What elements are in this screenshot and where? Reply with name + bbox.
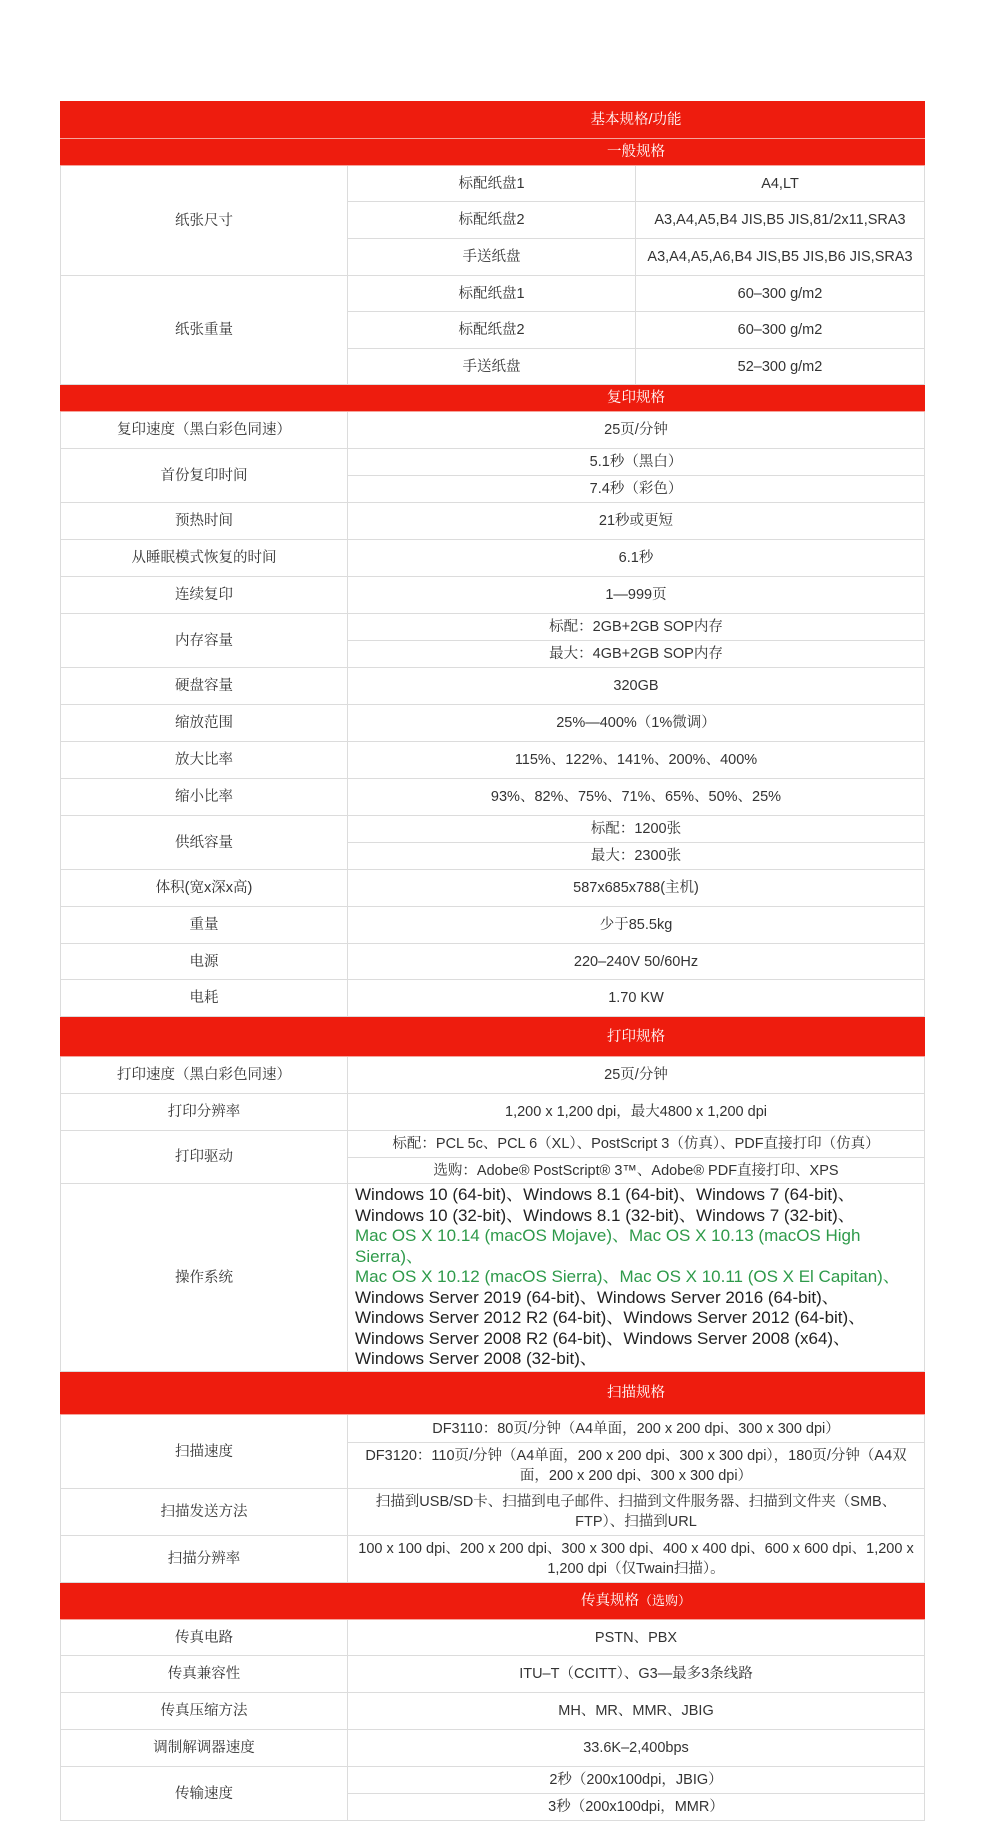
sub-label: 手送纸盘 (348, 349, 636, 385)
section-title-print: 打印规格 (348, 1017, 925, 1057)
table-row (61, 742, 925, 779)
row-label: 扫描分辨率 (61, 1536, 348, 1583)
section-title-fax (348, 1583, 925, 1620)
table-row (61, 870, 925, 907)
sub-value: A3,A4,A5,B4 JIS,B5 JIS,81/2x11,SRA3 (636, 202, 925, 239)
row-label: 复印速度（黑白彩色同速） (61, 412, 348, 449)
row-label: 纸张重量 (61, 276, 348, 385)
section-title-scan: 扫描规格 (348, 1372, 925, 1415)
row-value: 7.4秒（彩色） (348, 476, 925, 503)
row-value: 标配：1200张 (348, 816, 925, 843)
row-value: ITU–T（CCITT）、G3—最多3条线路 (348, 1656, 925, 1693)
row-label: 从睡眠模式恢复的时间 (61, 540, 348, 577)
row-label: 扫描发送方法 (61, 1489, 348, 1536)
row-value: 25%—400%（1%微调） (348, 705, 925, 742)
os-line: Windows Server 2019 (64-bit)、Windows Server 2016 (64-bit)、 (355, 1287, 839, 1307)
section-header-copy (61, 385, 925, 412)
row-label: 打印分辨率 (61, 1094, 348, 1131)
section-title-fax-text: 传真规格 (580, 1593, 639, 1609)
spec-table (60, 101, 925, 1821)
os-line-mac: Mac OS X 10.14 (macOS Mojave)、Mac OS X 10.13 (macOS High Sierra)、 (355, 1226, 861, 1266)
section-header-fax (61, 1583, 925, 1620)
table-row (61, 1184, 925, 1372)
section-title-main: 基本规格/功能 (348, 102, 925, 139)
row-label: 内存容量 (61, 614, 348, 668)
sub-value: 52–300 g/m2 (636, 349, 925, 385)
row-label: 电耗 (61, 980, 348, 1017)
sub-value: 60–300 g/m2 (636, 276, 925, 312)
table-row (61, 1730, 925, 1767)
row-value: DF3110：80页/分钟（A4单面，200 x 200 dpi、300 x 300 dpi） (348, 1415, 925, 1443)
row-label: 重量 (61, 907, 348, 944)
row-label: 供纸容量 (61, 816, 348, 870)
row-label: 调制解调器速度 (61, 1730, 348, 1767)
table-row (61, 1415, 925, 1443)
row-value: MH、MR、MMR、JBIG (348, 1693, 925, 1730)
row-label: 传真电路 (61, 1620, 348, 1656)
sub-value: A3,A4,A5,A6,B4 JIS,B5 JIS,B6 JIS,SRA3 (636, 239, 925, 276)
row-label: 首份复印时间 (61, 449, 348, 503)
row-value: 选购：Adobe® PostScript® 3™、Adobe® PDF直接打印、XPS (348, 1158, 925, 1184)
section-title-general: 一般规格 (348, 139, 925, 166)
row-value: 扫描到USB/SD卡、扫描到电子邮件、扫描到文件服务器、扫描到文件夹（SMB、FTP）、扫描到URL (348, 1489, 925, 1536)
row-value: PSTN、PBX (348, 1620, 925, 1656)
table-row (61, 1693, 925, 1730)
row-value: 25页/分钟 (348, 1057, 925, 1094)
row-label: 传输速度 (61, 1767, 348, 1821)
row-label: 打印速度（黑白彩色同速） (61, 1057, 348, 1094)
sub-value: A4,LT (636, 166, 925, 202)
table-row (61, 1767, 925, 1794)
table-row (61, 166, 925, 202)
section-header-main (61, 102, 925, 139)
row-label: 缩放范围 (61, 705, 348, 742)
row-label: 缩小比率 (61, 779, 348, 816)
row-value: 1.70 KW (348, 980, 925, 1017)
row-value: 标配：2GB+2GB SOP内存 (348, 614, 925, 641)
row-label: 预热时间 (61, 503, 348, 540)
os-list (348, 1184, 925, 1372)
row-value: DF3120：110页/分钟（A4单面，200 x 200 dpi、300 x 300 dpi），180页/分钟（A4双面，200 x 200 dpi、300 x 300 dpi） (348, 1443, 925, 1489)
os-line: Windows Server 2012 R2 (64-bit)、Windows Server 2012 (64-bit)、 (355, 1308, 866, 1328)
row-label: 体积(宽x深x高) (61, 870, 348, 907)
table-row (61, 503, 925, 540)
row-value: 少于85.5kg (348, 907, 925, 944)
sub-label: 标配纸盘1 (348, 166, 636, 202)
os-line-mac: Mac OS X 10.12 (macOS Sierra)、Mac OS X 10.11 (OS X El Capitan)、 (355, 1267, 900, 1287)
sub-label: 标配纸盘2 (348, 202, 636, 239)
table-row (61, 944, 925, 980)
row-label: 纸张尺寸 (61, 166, 348, 276)
section-header-general (61, 139, 925, 166)
table-row (61, 449, 925, 476)
row-value: 最大：4GB+2GB SOP内存 (348, 641, 925, 668)
row-value: 最大：2300张 (348, 843, 925, 870)
table-row (61, 1620, 925, 1656)
section-title-fax-note: （选购） (638, 1593, 691, 1608)
table-row (61, 816, 925, 843)
sub-label: 标配纸盘1 (348, 276, 636, 312)
table-row (61, 614, 925, 641)
row-label: 硬盘容量 (61, 668, 348, 705)
section-header-scan (61, 1372, 925, 1415)
sub-label: 手送纸盘 (348, 239, 636, 276)
row-label: 传真兼容性 (61, 1656, 348, 1693)
row-value: 6.1秒 (348, 540, 925, 577)
os-line: Windows 10 (32-bit)、Windows 8.1 (32-bit)、Windows 7 (32-bit)、 (355, 1205, 855, 1225)
table-row (61, 1489, 925, 1536)
row-value: 320GB (348, 668, 925, 705)
row-value: 2秒（200x100dpi，JBIG） (348, 1767, 925, 1794)
sub-label: 标配纸盘2 (348, 312, 636, 349)
table-row (61, 779, 925, 816)
row-label: 连续复印 (61, 577, 348, 614)
row-label: 电源 (61, 944, 348, 980)
section-title-copy: 复印规格 (348, 385, 925, 412)
os-line: Windows Server 2008 (32-bit)、 (355, 1349, 597, 1369)
table-row (61, 412, 925, 449)
row-label: 放大比率 (61, 742, 348, 779)
os-line: Windows 10 (64-bit)、Windows 8.1 (64-bit)、Windows 7 (64-bit)、 (355, 1185, 855, 1205)
row-label: 打印驱动 (61, 1131, 348, 1184)
table-row (61, 1656, 925, 1693)
row-value: 25页/分钟 (348, 412, 925, 449)
table-row (61, 668, 925, 705)
table-row (61, 540, 925, 577)
table-row (61, 1131, 925, 1158)
row-value: 21秒或更短 (348, 503, 925, 540)
row-value: 220–240V 50/60Hz (348, 944, 925, 980)
row-label: 传真压缩方法 (61, 1693, 348, 1730)
row-value: 115%、122%、141%、200%、400% (348, 742, 925, 779)
table-row (61, 577, 925, 614)
row-value: 1,200 x 1,200 dpi，最大4800 x 1,200 dpi (348, 1094, 925, 1131)
row-value: 3秒（200x100dpi，MMR） (348, 1794, 925, 1821)
section-header-print (61, 1017, 925, 1057)
row-value: 587x685x788(主机) (348, 870, 925, 907)
row-value: 33.6K–2,400bps (348, 1730, 925, 1767)
row-value: 1—999页 (348, 577, 925, 614)
table-row (61, 907, 925, 944)
row-value: 100 x 100 dpi、200 x 200 dpi、300 x 300 dpi、400 x 400 dpi、600 x 600 dpi、1,200 x 1,200 dpi（仅Twain扫描）。 (348, 1536, 925, 1583)
row-label: 操作系统 (61, 1184, 348, 1372)
row-label: 扫描速度 (61, 1415, 348, 1489)
os-line: Windows Server 2008 R2 (64-bit)、Windows Server 2008 (x64)、 (355, 1328, 851, 1348)
table-row (61, 1057, 925, 1094)
row-value: 5.1秒（黑白） (348, 449, 925, 476)
row-value: 标配：PCL 5c、PCL 6（XL）、PostScript 3（仿真）、PDF直接打印（仿真） (348, 1131, 925, 1158)
row-value: 93%、82%、75%、71%、65%、50%、25% (348, 779, 925, 816)
sub-value: 60–300 g/m2 (636, 312, 925, 349)
table-row (61, 1094, 925, 1131)
table-row (61, 276, 925, 312)
table-row (61, 705, 925, 742)
table-row (61, 1536, 925, 1583)
table-row (61, 980, 925, 1017)
